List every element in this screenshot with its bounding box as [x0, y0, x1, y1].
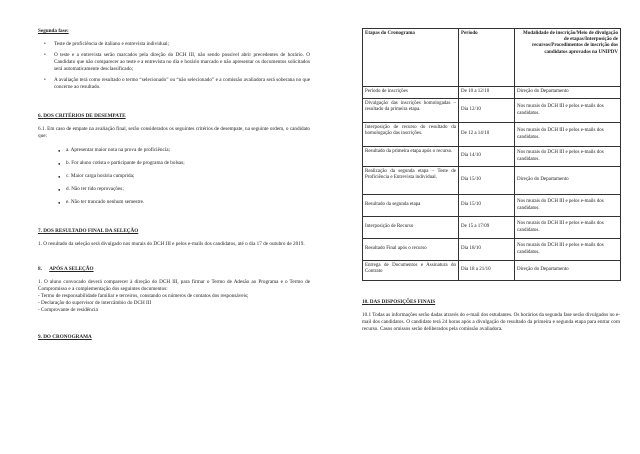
section-number: 8. [38, 266, 42, 272]
table-cell: Nos murais do DCH III e pelos e-mails dos candidatos. [515, 123, 621, 147]
table-header-row [363, 29, 621, 87]
column-header: Etapas do Cronograma [363, 29, 459, 87]
section-6-heading [38, 113, 310, 120]
table-cell: Direção do Departamento [515, 261, 621, 281]
table-row [363, 239, 621, 261]
cronograma-table [362, 28, 621, 281]
table-cell: De 15 a 17/09 [459, 217, 515, 239]
section-number: 10. [362, 299, 369, 305]
list-item: ● c. Maior carga horária cumprida; [38, 173, 310, 180]
table-row [363, 195, 621, 217]
table-cell: Resultado Final após o recurso [363, 239, 459, 261]
list-item: • A avaliação terá como resultado o termo “selecionado” ou “não selecionado” e a comissão avaliadora será soberana no que concerne ao resultado. [38, 77, 310, 91]
table-cell: Nos murais do DCH III e pelos e-mails dos candidatos. [515, 239, 621, 261]
table-cell: Dia 18/10 [459, 239, 515, 261]
table-cell: Nos murais do DCH III e pelos e-mails dos candidatos. [515, 99, 621, 123]
section-9-heading [38, 334, 310, 341]
list-item: ● b. For aluno cotista e participante de programa de bolsas; [38, 160, 310, 167]
list-item: • O teste e a entrevista serão marcados pela direção do DCH III, não sendo possível abrir precedentes de horário. O Candidato que não comparecer ao teste e a entrevista no dia e horário marcado e não apresentar os documentos solicitados será automaticamente desclassificado; [38, 52, 310, 73]
section-title: DOS RESULTADO FINAL DA SELEÇÃO [43, 228, 139, 234]
table-cell: Interposição de recurso do resultado da homologação das inscrições. [363, 123, 459, 147]
table-cell: De 12 a 14/10 [459, 123, 515, 147]
column-header: Período [459, 29, 515, 87]
section-7-text: 1. O resultado da seleção será divulgado nos murais do DCH III e pelos e-mails dos candidatos, até o dia 17 de outubro de 2019. [38, 241, 305, 247]
table-cell: Resultado da segunda etapa [363, 195, 459, 217]
table-cell: Dia 15/10 [459, 195, 515, 217]
section-10-heading [362, 299, 630, 306]
list-item: - Termo de responsabilidade familiar e terceiros, constando os números de contatos dos responsáveis; [38, 293, 249, 299]
table-cell: Dia 15/10 [459, 167, 515, 195]
section-10-text: 10.1 Todas as informações serão dadas através do e-mail dos estudantes. Os horários da segunda fase serão divulgados no e-mail dos candidatos. O candidato terá 24 horas após a divulgação do resultado da primeira e segunda etapa para entrar com recurso. Casos omissos serão deliberados pela comissão avaliadora. [362, 312, 620, 332]
section-title: DOS CRITÉRIOS DE DESEMPATE [43, 113, 126, 119]
section-title: DAS DISPOSIÇÕES FINAIS [369, 299, 436, 305]
table-row [363, 217, 621, 239]
table-row [363, 99, 621, 123]
table-row [363, 87, 621, 99]
table-cell: Realização da segunda etapa – Teste de Proficiência e Entrevista individual. [363, 167, 459, 195]
table-cell: De 10 a 12/10 [459, 87, 515, 99]
table-cell: Dia 12/10 [459, 99, 515, 123]
list-item: ● d. Não ter tido reprovações; [38, 186, 310, 193]
table-cell: Resultado da primeira etapa após o recurso. [363, 147, 459, 167]
list-item: - Declaração do supervisor de intercâmbio do DCH III [38, 300, 152, 306]
table-cell: Entrega de Documentos e Assinatura do Contrato [363, 261, 459, 281]
table-row [363, 167, 621, 195]
section-number: 7. [38, 228, 42, 234]
table-row [363, 261, 621, 281]
criteria-list [38, 147, 310, 206]
table-cell: Nos murais do DCH III e pelos e-mails dos candidatos. [515, 195, 621, 217]
table-row [363, 123, 621, 147]
section-title: DO CRONOGRAMA [43, 334, 92, 340]
section-8-text: 1. O aluno convocado deverá comparecer à direção do DCH III, para firmar o Termo de Adesão ao Programa e o Termo de Compromisso e a complementação dos seguintes documentos: [38, 279, 310, 292]
section-6-intro: 6.1. Em caso de empate na avaliação final, serão considerados os seguintes critérios de desempate, na seguinte ordem, o candidato que: [38, 126, 310, 139]
table-cell: Divulgação das inscrições homologadas – resultado da primeira etapa. [363, 99, 459, 123]
segunda-fase-list [38, 41, 310, 91]
table-row [363, 147, 621, 167]
list-item: ● e. Não ter trancado nenhum semestre. [38, 199, 310, 206]
table-cell: Nos murais do DCH III e pelos e-mails dos candidatos. [515, 217, 621, 239]
section-8-heading [38, 266, 310, 273]
table-cell: Dia 18 a 21/10 [459, 261, 515, 281]
table-cell: Nos murais do DCH III e pelos e-mails dos candidatos. [515, 147, 621, 167]
section-number: 9. [38, 334, 42, 340]
document-page-right [320, 0, 640, 454]
table-cell: Interposição de Recurso [363, 217, 459, 239]
column-header: Modalidade de inscrição/Meio de divulgação de etapas/Interposição de recursos/Procedimentos de inscrição dos candidatos aprovados na UNIPDV [515, 29, 621, 87]
table-cell: Dia 14/10 [459, 147, 515, 167]
section-number: 6. [38, 113, 42, 119]
list-item: ● a. Apresentar maior nota na prova de proficiência; [38, 147, 310, 154]
section-title: APÓS A SELEÇÃO [49, 266, 94, 272]
table-cell: Direção do Departamento [515, 87, 621, 99]
segunda-fase-title: Segunda fase: [38, 28, 69, 34]
table-cell: Direção do Departamento [515, 167, 621, 195]
list-item: • Teste de proficiência de italiano e entrevista individual; [38, 41, 310, 48]
section-7-heading [38, 228, 310, 235]
list-item: - Comprovante de residência [38, 307, 98, 313]
table-cell: Período de inscrições [363, 87, 459, 99]
section-8-docs [38, 293, 310, 314]
